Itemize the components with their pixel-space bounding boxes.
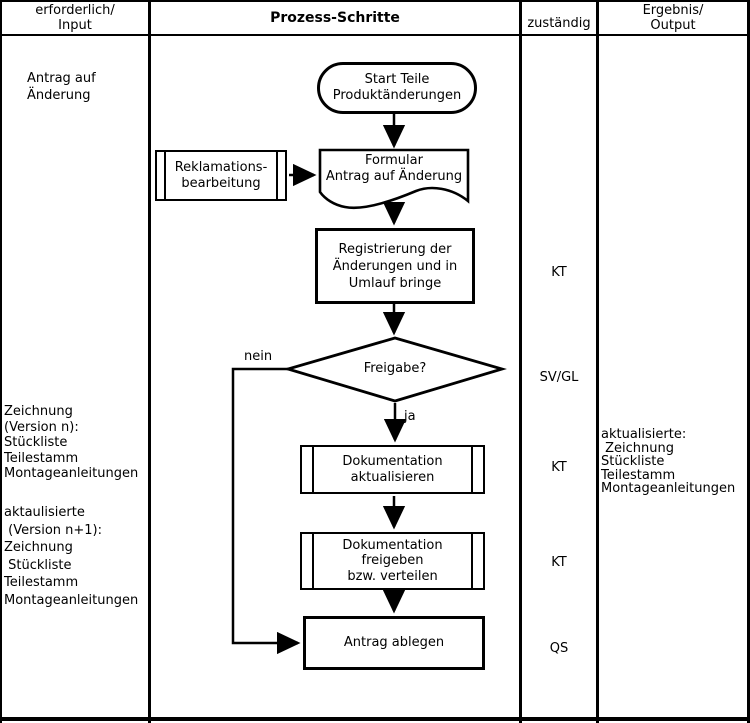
header-input-line2: Input [58,18,92,33]
input-line: Zeichnung [4,404,73,419]
input-line: (Version n+1): [4,522,102,538]
output-line: Stückliste [601,454,665,469]
node-reklamation-line1: Reklamations- [174,159,268,175]
output-line: Montageanleitungen [601,481,736,496]
predefined-process-bar [471,447,473,492]
responsible-antrag-ablegen: QS [549,641,569,656]
input-block-version-n [4,404,138,482]
edge-label-ja: ja [404,409,416,424]
input-block-version-n1 [4,504,138,609]
input-line: Montageanleitungen [4,592,139,608]
node-dok-aktualisieren-line2: aktualisieren [350,469,435,485]
input-line: Antrag auf [27,71,96,86]
predefined-process-bar [276,152,278,199]
node-reklamation-line2: bearbeitung [181,175,261,191]
input-line: Änderung [27,88,91,103]
input-line: Teilestamm [4,575,79,590]
header-process-label: Prozess-Schritte [270,9,400,26]
output-line: aktualisierte: [601,427,687,442]
responsible-dok-aktualisieren: KT [551,460,567,475]
node-start [317,62,477,114]
predefined-process-bar [471,534,473,588]
node-registrierung-line2: Änderungen und in [332,258,458,274]
predefined-process-bar [164,152,166,199]
node-reklamation [155,150,287,201]
node-dok-freigeben-line1: Dokumentation [342,537,443,553]
input-line: Stückliste [4,557,72,573]
output-block [601,428,735,496]
node-registrierung [315,228,475,304]
input-line: Stückliste [4,435,68,450]
node-start-line1: Start Teile [364,72,430,87]
responsible-registrierung: KT [551,265,567,280]
input-line: aktaulisierte [4,505,85,520]
node-dok-aktualisieren [300,445,485,494]
predefined-process-bar [312,534,314,588]
predefined-process-bar [312,447,314,492]
input-block-antrag [27,70,96,104]
output-line: Teilestamm [601,467,676,483]
node-dok-freigeben [300,532,485,590]
node-start-line2: Produktänderungen [332,88,462,103]
node-dok-freigeben-line2: freigeben [361,553,424,569]
node-dok-aktualisieren-line1: Dokumentation [342,453,443,469]
header-output-line1: Ergebnis/ [642,3,704,18]
node-registrierung-line3: Umlauf bringe [348,275,442,291]
node-antrag-ablegen [303,616,485,670]
input-line: Teilestamm [4,450,79,466]
output-line: Zeichnung [601,440,675,456]
input-line: (Version n): [4,419,79,435]
node-formular-label [320,153,468,185]
responsible-freigabe: SV/GL [539,370,579,385]
node-dok-freigeben-line3: bzw. verteilen [347,568,438,584]
header-responsible-label: zuständig [527,16,591,31]
node-antrag-ablegen-label: Antrag ablegen [343,635,445,650]
input-line: Zeichnung [4,540,73,555]
node-formular-line2: Antrag auf Änderung [325,169,463,184]
node-registrierung-line1: Registrierung der [338,241,452,257]
header-input-line1: erforderlich/ [35,3,115,18]
input-line: Montageanleitungen [4,466,139,481]
node-formular-line1: Formular [365,153,423,168]
header-output-line2: Output [650,18,696,33]
edge-label-nein: nein [244,349,273,364]
arrow-freigabe-nein [233,369,298,643]
responsible-dok-freigeben: KT [551,555,567,570]
node-freigabe-label: Freigabe? [363,361,427,376]
